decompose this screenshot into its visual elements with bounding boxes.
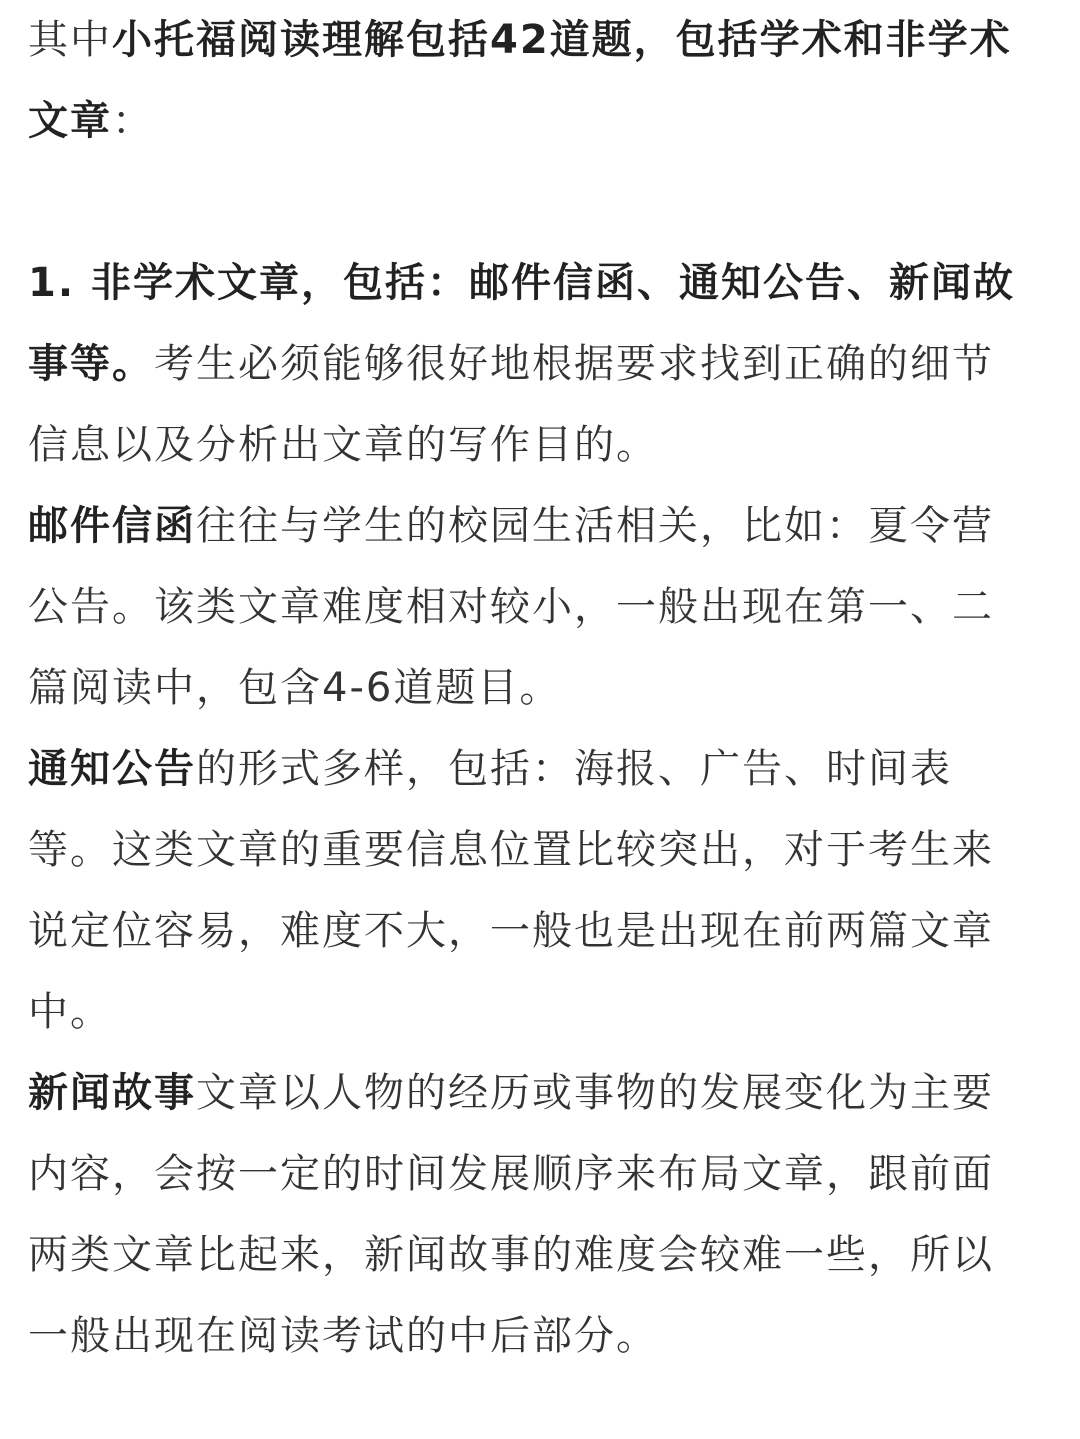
news-paragraph xyxy=(28,1053,1030,1377)
non-academic-heading: 1. 非学术文章，包括：邮件信函、通知公告、新闻故事等。 xyxy=(28,260,1015,387)
notice-heading: 通知公告 xyxy=(28,746,196,792)
intro-prefix: 其中 xyxy=(28,17,112,63)
intro-suffix: ： xyxy=(112,98,154,144)
notice-text: 的形式多样，包括：海报、广告、时间表等。这类文章的重要信息位置比较突出，对于考生来说定位容易，难度不大，一般也是出现在前两篇文章中。 xyxy=(28,746,994,1035)
notice-paragraph xyxy=(28,729,1030,1053)
intro-paragraph xyxy=(28,0,1030,162)
intro-bold: 小托福阅读理解包括42道题，包括学术和非学术文章 xyxy=(28,17,1012,144)
mail-paragraph xyxy=(28,486,1030,729)
news-heading: 新闻故事 xyxy=(28,1070,196,1116)
non-academic-text: 考生必须能够很好地根据要求找到正确的细节信息以及分析出文章的写作目的。 xyxy=(28,341,994,468)
news-text: 文章以人物的经历或事物的发展变化为主要内容，会按一定的时间发展顺序来布局文章，跟前面两类文章比起来，新闻故事的难度会较难一些，所以一般出现在阅读考试的中后部分。 xyxy=(28,1070,994,1359)
non-academic-paragraph xyxy=(28,243,1030,486)
mail-text: 往往与学生的校园生活相关，比如：夏令营公告。该类文章难度相对较小，一般出现在第一、二篇阅读中，包含4-6道题目。 xyxy=(28,503,994,711)
mail-heading: 邮件信函 xyxy=(28,503,196,549)
